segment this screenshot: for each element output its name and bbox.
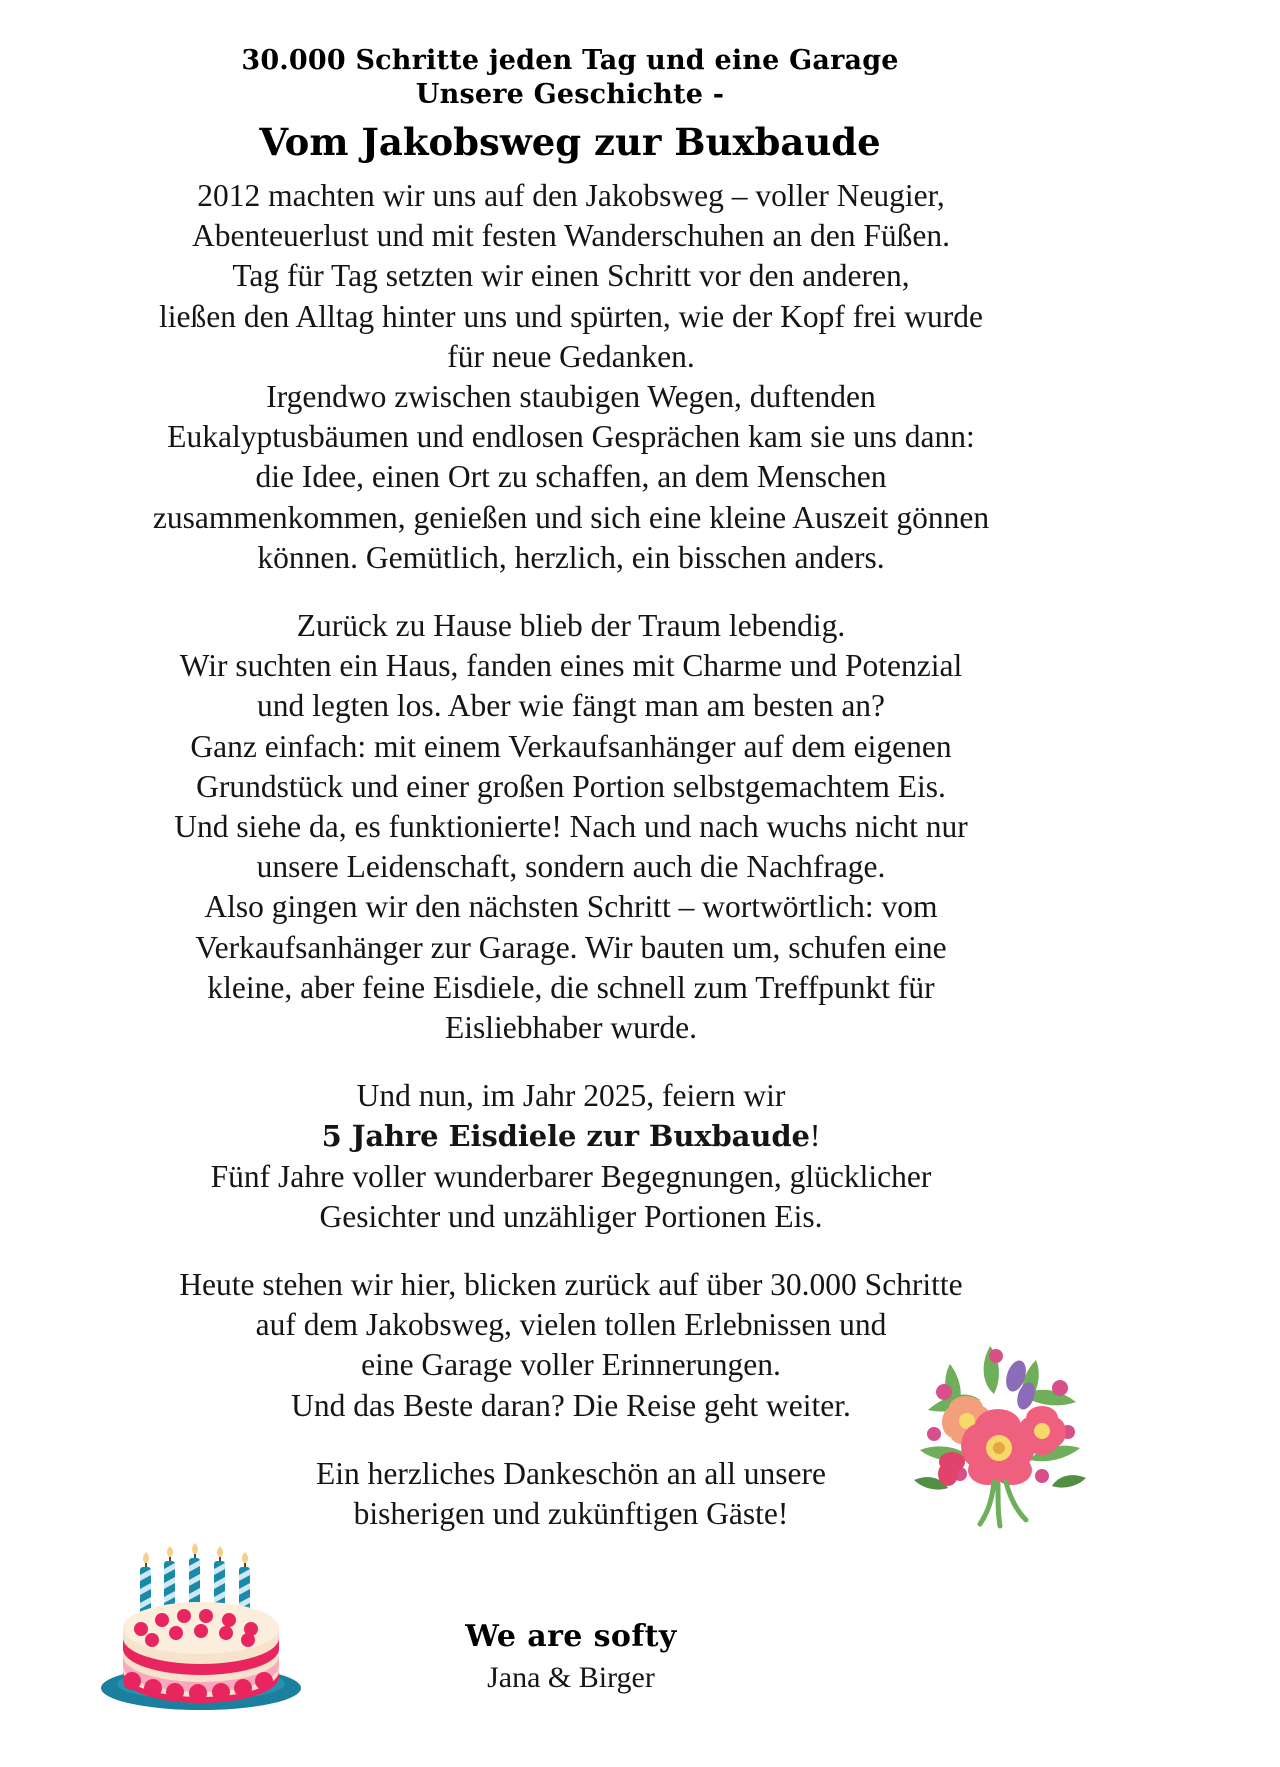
text-line: Und nun, im Jahr 2025, feiern wir xyxy=(356,1078,786,1114)
text-line: Grundstück und einer großen Portion selbstgemachtem Eis. xyxy=(196,768,946,804)
text-line: Fünf Jahre voller wunderbarer Begegnungen, glücklicher xyxy=(210,1158,932,1194)
owner-names: Jana & Birger xyxy=(487,1660,655,1694)
text-line: zusammenkommen, genießen und sich eine kleine Auszeit gönnen xyxy=(152,499,990,535)
text-line: Gesichter und unzähliger Portionen Eis. xyxy=(319,1198,823,1234)
heading-line-2: Unsere Geschichte - xyxy=(415,79,725,111)
paragraph-2 xyxy=(0,606,1142,1048)
text-line: unsere Leidenschaft, sondern auch die Nachfrage. xyxy=(256,849,886,885)
paragraph-1 xyxy=(0,176,1142,578)
heading-block xyxy=(0,44,1140,166)
text-line: 2012 machten wir uns auf den Jakobsweg – voller Neugier, xyxy=(197,178,945,213)
text-line: für neue Gedanken. xyxy=(447,338,695,374)
text-line: Verkaufsanhänger zur Garage. Wir bauten um, schufen eine xyxy=(195,929,947,965)
text-line: Eisliebhaber wurde. xyxy=(445,1010,697,1046)
anniversary-highlight: 5 Jahre Eisdiele zur Buxbaude xyxy=(321,1119,810,1154)
heading-line-1: 30.000 Schritte jeden Tag und eine Garage xyxy=(241,45,899,76)
text-line: die Idee, einen Ort zu schaffen, an dem Menschen xyxy=(255,459,887,495)
text-line: ließen den Alltag hinter uns und spürten, wie der Kopf frei wurde xyxy=(158,298,984,334)
page-title: Vom Jakobsweg zur Buxbaude xyxy=(259,120,881,165)
text-line: Tag für Tag setzten wir einen Schritt vor den anderen, xyxy=(232,258,910,294)
text-line: Und das Beste daran? Die Reise geht weiter. xyxy=(291,1387,851,1423)
flower-bouquet-icon xyxy=(890,1330,1105,1545)
text-line: können. Gemütlich, herzlich, ein bisschen anders. xyxy=(257,539,885,575)
text-line: kleine, aber feine Eisdiele, die schnell zum Treffpunkt für xyxy=(207,969,935,1005)
anniversary-line xyxy=(0,1116,1142,1156)
text-line: eine Garage voller Erinnerungen. xyxy=(361,1347,781,1383)
text-line: Zurück zu Hause blieb der Traum lebendig. xyxy=(296,608,846,644)
text-line: und legten los. Aber wie fängt man am besten an? xyxy=(256,688,886,724)
text-line: Und siehe da, es funktionierte! Nach und nach wuchs nicht nur xyxy=(174,809,968,845)
text-line: auf dem Jakobsweg, vielen tollen Erlebnissen und xyxy=(255,1307,887,1343)
text-line: Wir suchten ein Haus, fanden eines mit Charme und Potenzial xyxy=(179,648,963,684)
text-line: Abenteuerlust und mit festen Wanderschuhen an den Füßen. xyxy=(192,218,950,254)
text-line: Heute stehen wir hier, blicken zurück auf über 30.000 Schritte xyxy=(179,1267,963,1303)
text-line: Ganz einfach: mit einem Verkaufsanhänger auf dem eigenen xyxy=(190,728,952,764)
text-line: Ein herzliches Dankeschön an all unsere xyxy=(316,1455,826,1491)
text-line: Eukalyptusbäumen und endlosen Gesprächen kam sie uns dann: xyxy=(167,419,975,455)
anniversary-exclamation: ! xyxy=(809,1118,821,1154)
paragraph-3 xyxy=(0,1076,1142,1237)
text-line: Also gingen wir den nächsten Schritt – wortwörtlich: vom xyxy=(204,889,938,925)
text-line: Irgendwo zwischen staubigen Wegen, duftenden xyxy=(266,379,876,415)
text-line: bisherigen und zukünftigen Gäste! xyxy=(353,1496,789,1532)
birthday-cake-icon xyxy=(96,1528,306,1713)
brand-name: We are softy xyxy=(465,1619,677,1654)
